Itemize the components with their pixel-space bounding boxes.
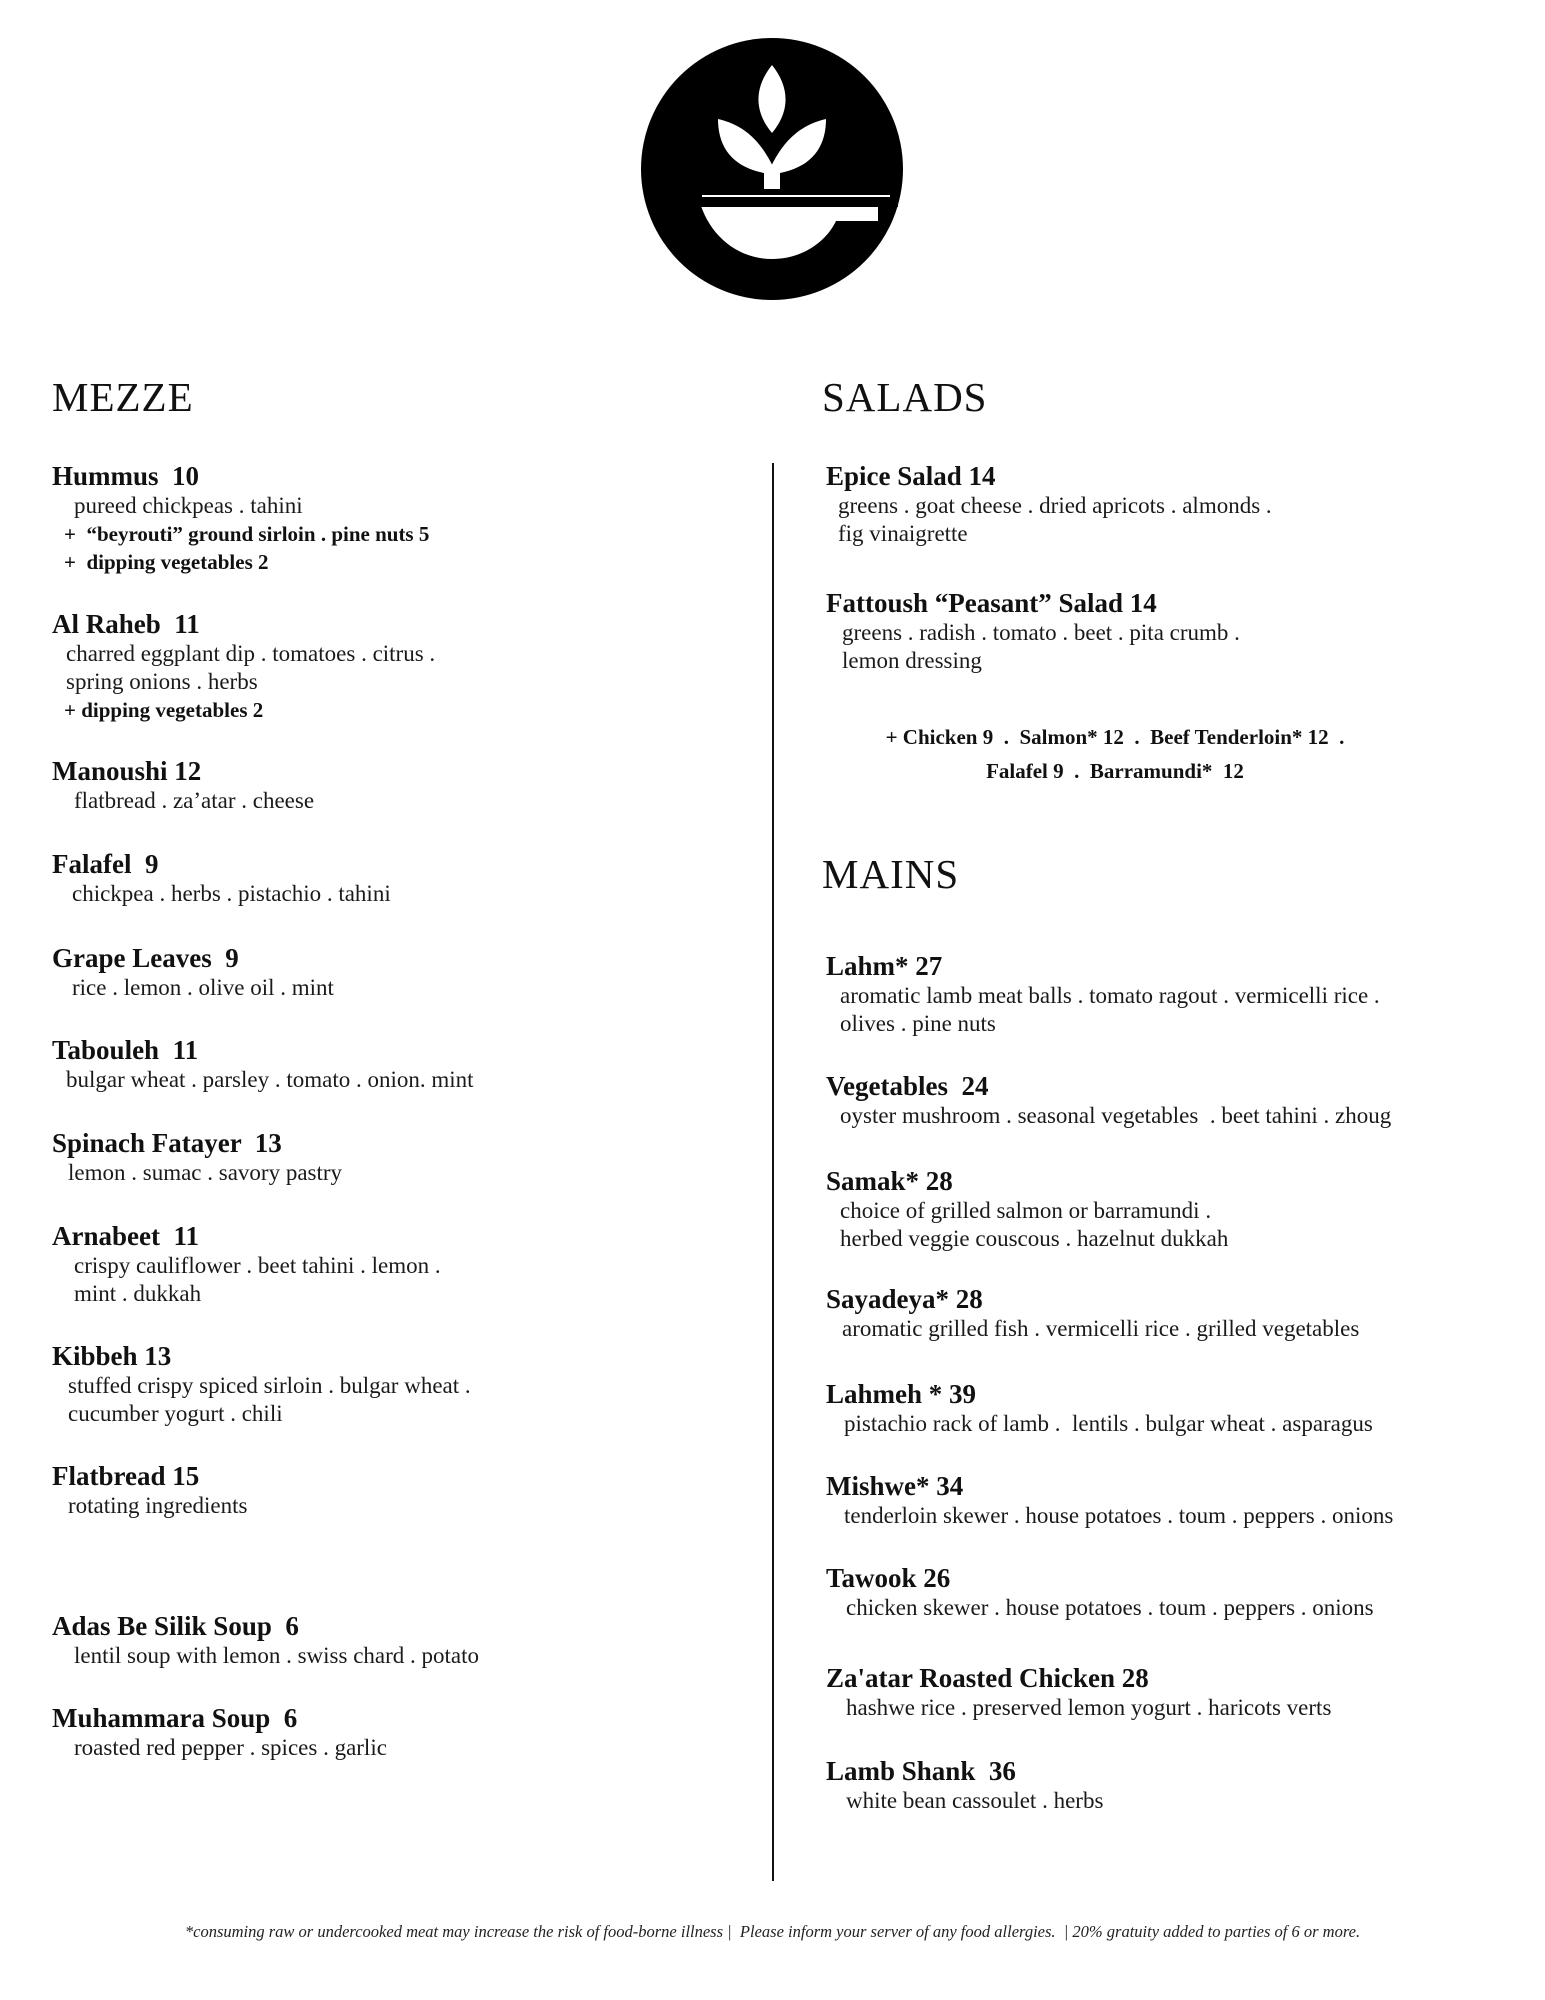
- menu-item-name: Tabouleh 11: [52, 1035, 199, 1065]
- menu-item: [52, 1702, 387, 1762]
- menu-item-name: Samak* 28: [826, 1166, 953, 1196]
- menu-item-description: lemon dressing: [842, 648, 982, 673]
- menu-item-description: crispy cauliflower . beet tahini . lemon .: [74, 1253, 441, 1278]
- section-title-mezze: MEZZE: [52, 374, 194, 420]
- menu-item: [52, 608, 435, 724]
- menu-item-name: Kibbeh 13: [52, 1341, 172, 1371]
- menu-item-name: Adas Be Silik Soup 6: [52, 1611, 299, 1641]
- menu-item-name: Za'atar Roasted Chicken 28: [826, 1663, 1149, 1693]
- menu-item-addon: + “beyrouti” ground sirloin . pine nuts 5: [64, 522, 430, 546]
- menu-item: [826, 1070, 1391, 1130]
- menu-item-name: Sayadeya* 28: [826, 1284, 983, 1314]
- column-divider: [772, 463, 774, 1881]
- menu-item-description: chickpea . herbs . pistachio . tahini: [72, 881, 391, 906]
- menu-item: [52, 1220, 441, 1308]
- menu-item-name: Lahm* 27: [826, 951, 943, 981]
- menu-item-name: Mishwe* 34: [826, 1471, 964, 1501]
- menu-item-description: lentil soup with lemon . swiss chard . potato: [74, 1643, 480, 1668]
- menu-item: [826, 1755, 1103, 1815]
- menu-item-description: aromatic lamb meat balls . tomato ragout . vermicelli rice .: [840, 983, 1380, 1008]
- footer-disclaimer: *consuming raw or undercooked meat may increase the risk of food-borne illness | Please inform your server of any food allergies. | 20% gratuity added to parties of 6 or more.: [184, 1922, 1361, 1941]
- menu-item-description: cucumber yogurt . chili: [68, 1401, 283, 1426]
- menu-item-name: Epice Salad 14: [826, 461, 996, 491]
- menu-item-description: pistachio rack of lamb . lentils . bulgar wheat . asparagus: [844, 1411, 1373, 1436]
- menu-item: [52, 942, 334, 1002]
- menu-item-name: Grape Leaves 9: [52, 943, 239, 973]
- menu-item: [826, 460, 1272, 548]
- menu-item-name: Al Raheb 11: [52, 609, 200, 639]
- menu-item: [52, 755, 314, 815]
- menu-item-name: Arnabeet 11: [52, 1221, 199, 1251]
- menu-item-description: oyster mushroom . seasonal vegetables . beet tahini . zhoug: [840, 1103, 1392, 1128]
- menu-item-description: bulgar wheat . parsley . tomato . onion. mint: [66, 1067, 474, 1092]
- menu-item-addon: + dipping vegetables 2: [64, 550, 269, 574]
- menu-item-name: Manoushi 12: [52, 756, 202, 786]
- menu-item-description: greens . goat cheese . dried apricots . almonds .: [838, 493, 1272, 518]
- menu-item-name: Tawook 26: [826, 1563, 951, 1593]
- menu-item-description: chicken skewer . house potatoes . toum . peppers . onions: [846, 1595, 1374, 1620]
- menu-item-description: flatbread . za’atar . cheese: [74, 788, 315, 813]
- sprout-e-logo-icon: [640, 37, 904, 301]
- menu-item-description: spring onions . herbs: [66, 669, 258, 694]
- menu-item-description: lemon . sumac . savory pastry: [68, 1160, 343, 1185]
- menu-item: [826, 1378, 1373, 1438]
- menu-item-description: herbed veggie couscous . hazelnut dukkah: [840, 1226, 1229, 1251]
- menu-item-description: aromatic grilled fish . vermicelli rice . grilled vegetables: [842, 1316, 1360, 1341]
- menu-item-description: pureed chickpeas . tahini: [74, 493, 303, 518]
- menu-item-name: Spinach Fatayer 13: [52, 1128, 282, 1158]
- menu-item-description: white bean cassoulet . herbs: [846, 1788, 1104, 1813]
- salad-protein-addons: [820, 720, 1410, 788]
- menu-item-description: rice . lemon . olive oil . mint: [72, 975, 334, 1000]
- menu-item-description: rotating ingredients: [68, 1493, 248, 1518]
- menu-item: [52, 1340, 471, 1428]
- menu-item: [826, 1562, 1374, 1622]
- menu-item-name: Lahmeh * 39: [826, 1379, 977, 1409]
- menu-item: [52, 1460, 248, 1520]
- menu-item-description: choice of grilled salmon or barramundi .: [840, 1198, 1212, 1223]
- menu-item-name: Flatbread 15: [52, 1461, 200, 1491]
- menu-item: [52, 1034, 474, 1094]
- menu-item-description: mint . dukkah: [74, 1281, 202, 1306]
- menu-item: [826, 1165, 1228, 1253]
- menu-item: [52, 1610, 479, 1670]
- menu-item: [52, 1127, 342, 1187]
- menu-item-name: Muhammara Soup 6: [52, 1703, 298, 1733]
- menu-item: [52, 460, 429, 576]
- menu-item: [826, 950, 1380, 1038]
- menu-item-name: Lamb Shank 36: [826, 1756, 1016, 1786]
- menu-item-description: hashwe rice . preserved lemon yogurt . haricots verts: [846, 1695, 1332, 1720]
- menu-item-name: Fattoush “Peasant” Salad 14: [826, 588, 1157, 618]
- menu-item-name: Vegetables 24: [826, 1071, 989, 1101]
- menu-item-description: fig vinaigrette: [838, 521, 968, 546]
- menu-item-description: tenderloin skewer . house potatoes . toum . peppers . onions: [844, 1503, 1394, 1528]
- protein-addons-line-1: + Chicken 9 . Salmon* 12 . Beef Tenderloin* 12 .: [885, 725, 1345, 749]
- menu-item: [826, 587, 1240, 675]
- menu-item-description: charred eggplant dip . tomatoes . citrus .: [66, 641, 436, 666]
- menu-item: [826, 1283, 1359, 1343]
- section-title-salads: SALADS: [822, 374, 988, 420]
- menu-item-description: roasted red pepper . spices . garlic: [74, 1735, 387, 1760]
- menu-item: [826, 1470, 1393, 1530]
- menu-item-description: greens . radish . tomato . beet . pita crumb .: [842, 620, 1240, 645]
- menu-item-addon: + dipping vegetables 2: [64, 698, 264, 722]
- menu-item-description: stuffed crispy spiced sirloin . bulgar wheat .: [68, 1373, 471, 1398]
- menu-item: [826, 1662, 1331, 1722]
- menu-item: [52, 848, 391, 908]
- menu-item-name: Hummus 10: [52, 461, 200, 491]
- section-title-mains: MAINS: [822, 851, 960, 897]
- menu-item-description: olives . pine nuts: [840, 1011, 996, 1036]
- protein-addons-line-2: Falafel 9 . Barramundi* 12: [986, 759, 1244, 783]
- menu-item-name: Falafel 9: [52, 849, 159, 879]
